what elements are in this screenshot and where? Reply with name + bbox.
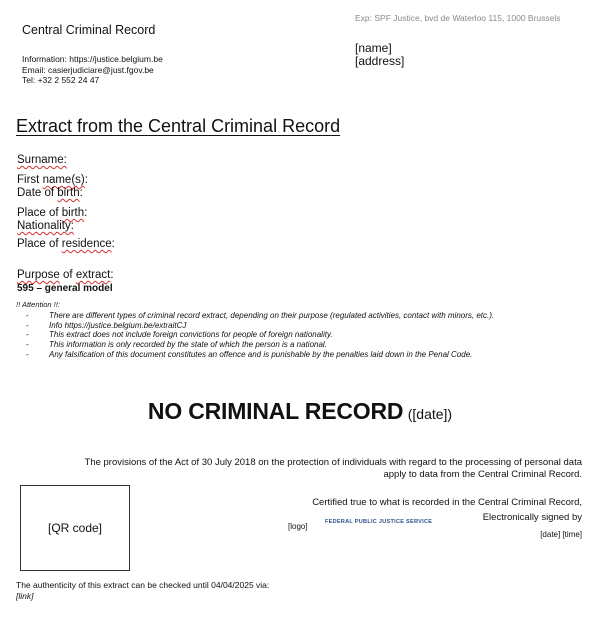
field-nationality: [17, 220, 74, 233]
field-dob-colon: :: [79, 187, 83, 199]
field-first-names: [17, 174, 88, 187]
field-purpose-extract: extract: [75, 269, 111, 281]
office-name: Central Criminal Record: [22, 23, 156, 37]
field-purpose-of: of: [59, 269, 76, 281]
authenticity-link[interactable]: [link]: [16, 591, 34, 601]
field-residence-colon: :: [111, 238, 115, 250]
justice-service-name: FEDERAL PUBLIC JUSTICE SERVICE: [325, 519, 433, 525]
bullet-dash-icon: -: [26, 349, 29, 359]
field-purpose-word: Purpose: [17, 269, 60, 281]
attention-list: [26, 311, 494, 360]
attention-item-text: This extract does not include foreign convictions for people of foreign nationality.: [49, 330, 333, 340]
contact-email: Email: casierjudiciare@just.fgov.be: [22, 64, 154, 75]
logo-placeholder: [logo]: [288, 522, 308, 531]
field-pob-colon: :: [84, 207, 88, 219]
field-place-of-birth: [17, 207, 87, 220]
signed-line: Electronically signed by: [482, 511, 582, 523]
bullet-dash-icon: -: [26, 340, 29, 350]
privacy-line-2: apply to data from the Central Criminal Record.: [383, 469, 582, 480]
attention-item: [26, 340, 494, 350]
qr-code-label: [QR code]: [47, 521, 103, 535]
attention-item-text: There are different types of criminal record extract, depending on their purpose (regulated activities, contact with minors, etc.).: [49, 311, 495, 320]
attention-item: [26, 311, 494, 321]
field-purpose: [17, 269, 114, 282]
contact-block: [22, 54, 163, 86]
attention-item-text: Info https://justice.belgium.be/extraitCJ: [49, 320, 187, 330]
purpose-code: 595 – general model: [17, 283, 113, 294]
contact-information: Information: https://justice.belgium.be: [22, 54, 163, 64]
field-first-names-word: name(s): [42, 174, 85, 186]
attention-item: [26, 330, 494, 340]
authenticity-note: [16, 580, 269, 602]
bullet-dash-icon: -: [26, 330, 29, 340]
signature-date-time: [date] [time]: [540, 530, 582, 539]
bullet-dash-icon: -: [26, 320, 29, 330]
contact-phone: Tel: +32 2 552 24 47: [22, 75, 100, 85]
field-dob-label: Date of: [17, 187, 58, 199]
field-surname: [17, 154, 67, 167]
sender-address: Exp: SPF Justice, bvd de Waterloo 115, 1000 Brussels: [355, 13, 561, 23]
attention-item-text: Any falsification of this document constitutes an offence and is punishable by the penalties laid down in the Penal Code.: [49, 349, 473, 359]
result-main: NO CRIMINAL RECORD: [147, 398, 404, 424]
result-date: ([date]): [407, 406, 453, 422]
field-residence-label: Place of: [17, 238, 62, 250]
recipient-name: [name]: [355, 41, 392, 55]
field-date-of-birth: [17, 187, 83, 200]
bullet-dash-icon: -: [26, 311, 29, 320]
field-purpose-colon: :: [110, 269, 114, 281]
attention-item-text: This information is only recorded by the state of which the person is a national.: [49, 340, 327, 350]
certified-line: Certified true to what is recorded in the Central Criminal Record,: [312, 497, 582, 508]
recipient-address: [address]: [355, 54, 405, 68]
field-surname-label: Surname:: [17, 154, 67, 166]
field-pob-word: birth: [61, 207, 85, 219]
authenticity-text: The authenticity of this extract can be checked until 04/04/2025 via:: [16, 580, 270, 590]
field-residence-word: residence: [61, 238, 112, 250]
field-place-of-residence: [17, 238, 115, 251]
document-title: Extract from the Central Criminal Record: [16, 116, 341, 136]
field-pob-label: Place of: [17, 207, 62, 219]
field-dob-word: birth: [57, 187, 80, 199]
field-nationality-label: Nationality:: [17, 220, 74, 232]
recipient-block: [355, 42, 404, 68]
qr-code-placeholder: [20, 485, 130, 571]
field-first-names-colon: :: [84, 174, 88, 186]
result-statement: [0, 398, 600, 425]
privacy-line-1: The provisions of the Act of 30 July 2018 on the protection of individuals with regard to the processing of personal data: [84, 457, 582, 468]
attention-heading: !! Attention !!:: [16, 300, 60, 309]
attention-item: [26, 350, 494, 360]
privacy-notice: [85, 457, 582, 481]
field-first-names-label: First: [17, 174, 43, 186]
attention-item: [26, 321, 494, 331]
